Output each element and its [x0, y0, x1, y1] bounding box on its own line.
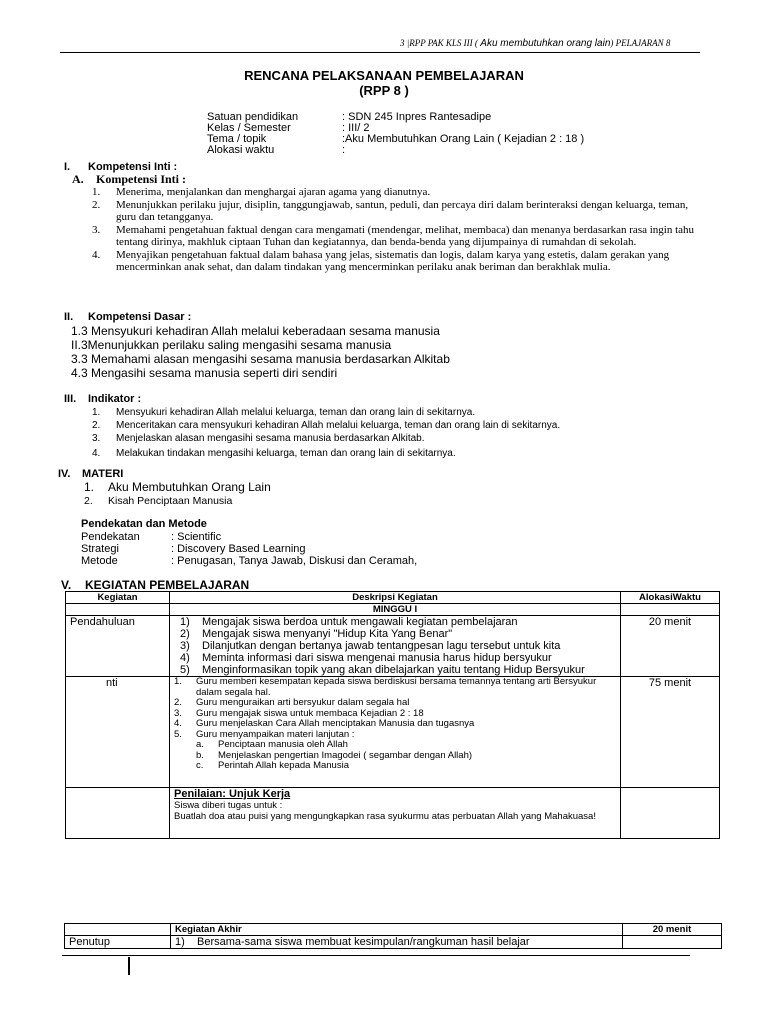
pendekatan-row [81, 543, 417, 555]
item-text: Guru mengajak siswa untuk membaca Kejadian 2 : 18 [196, 707, 424, 719]
header-kegiatan: Kegiatan [66, 592, 170, 604]
item-number: 2. [174, 697, 182, 708]
table-row [66, 616, 720, 677]
kegiatan-table [65, 591, 720, 839]
empty-cell [623, 936, 722, 949]
meta-value: : SDN 245 Inpres Rantesadipe [342, 111, 492, 123]
section-title: Kompetensi Inti : [88, 161, 178, 173]
section-title: MATERI [82, 468, 124, 480]
pendekatan-row [81, 531, 417, 543]
penutup-desc [171, 936, 623, 949]
item-text: Menyajikan pengetahuan faktual dalam bahasa yang jelas, sistematis dan logis, dalam karya yang estetis, dalam gerakan yang mencerminkan anak sehat, dan dalam tindakan yang mencerminkan perilaku anak beriman dan berakhlak mulia. [116, 249, 670, 273]
pendahuluan-list [174, 616, 616, 676]
table-row [66, 604, 720, 616]
item-number: 1. [92, 407, 101, 418]
list-item [92, 199, 702, 223]
item-text: Melakukan tindakan mengasihi keluarga, teman dan orang lain di sekitarnya. [116, 448, 456, 459]
penilaian-title: Penilaian: Unjuk Kerja [174, 788, 291, 800]
pendekatan-block [81, 531, 417, 567]
empty-cell [66, 788, 170, 839]
item-text: Mensyukuri kehadiran Allah melalui keluarga, teman dan orang lain di sekitarnya. [116, 407, 476, 418]
item-text: Perintah Allah kepada Manusia [218, 760, 349, 771]
kompetensi-inti-list [92, 186, 702, 274]
item-text: Aku Membutuhkan Orang Lain [108, 480, 271, 494]
penutup-list [175, 936, 618, 948]
meta-key: Alokasi waktu [207, 144, 275, 156]
list-item [174, 719, 616, 730]
penilaian-line-2: Buatlah doa atau puisi yang mengungkapkan rasa syukurmu atas perbuatan Allah yang Mahakuasa! [174, 811, 596, 822]
item-text: Meminta informasi dari siswa mengenai manusia harus hidup bersyukur [202, 652, 552, 664]
row-value: : Scientific [171, 531, 222, 543]
list-item [180, 652, 616, 664]
list-item [92, 447, 560, 460]
kegiatan-penutup: Penutup [65, 936, 171, 949]
item-text: Menceritakan cara mensyukuri kehadiran Allah melalui keluarga, teman dan orang lain di sekitarnya. [116, 420, 561, 431]
item-number: 4. [92, 448, 101, 459]
list-item [174, 698, 616, 709]
section-number: IV. [58, 468, 71, 480]
list-item [92, 432, 560, 445]
item-number: 4. [92, 249, 101, 261]
list-item [92, 186, 702, 198]
item-text: Kisah Penciptaan Manusia [108, 495, 233, 507]
list-item: 4.3 Mengasihi sesama manusia seperti diri sendiri [71, 366, 338, 380]
row-key: Pendekatan [81, 531, 140, 543]
list-item [92, 224, 702, 248]
item-text: Mengajak siswa berdoa untuk mengawali kegiatan pembelajaran [202, 616, 518, 628]
header-suffix: ) PELAJARAN 8 [610, 38, 671, 48]
penilaian-line-1: Siswa diberi tugas untuk : [174, 800, 283, 811]
section-heading-5 [61, 578, 249, 592]
item-text: Menginformasikan topik yang akan dibelajarkan yaitu tentang Hidup Bersyukur [202, 664, 585, 676]
item-number: 3. [174, 707, 182, 719]
margin-mark [128, 957, 130, 975]
indikator-list [92, 406, 560, 460]
item-text: Menerima, menjalankan dan menghargai ajaran agama yang dianutnya. [116, 186, 431, 198]
item-number: 4. [174, 718, 182, 729]
kompetensi-dasar-list [71, 324, 450, 380]
list-item [84, 480, 271, 495]
section-number: I. [64, 161, 71, 173]
item-number: 4) [180, 652, 190, 664]
section-heading-4 [58, 468, 123, 480]
item-number: 3) [180, 640, 190, 652]
item-number: a. [196, 739, 204, 750]
list-item: 3.3 Memahami alasan mengasihi sesama manusia berdasarkan Alkitab [71, 352, 450, 366]
section-number: A. [72, 172, 84, 186]
list-item [180, 616, 616, 628]
item-text: Dilanjutkan dengan bertanya jawab tentangpesan lagu tersebut untuk kita [202, 640, 561, 652]
item-text: Menjelaskan pengertian Imagodei ( segambar dengan Allah) [218, 749, 473, 761]
section-title: Kompetensi Inti : [96, 172, 186, 186]
item-number: 2. [84, 495, 93, 507]
title-line-2: (RPP 8 ) [359, 83, 409, 98]
item-text: Memahami pengetahuan faktual dengan cara mengamati (mendengar, melihat, membaca) dan menanya berdasarkan rasa ingin tahu tentang dirinya, makhluk ciptaan Tuhan dan kegiatannya, dan benda-benda yang dijumpainya di rumahdan di sekolah. [116, 224, 695, 248]
item-text: Menunjukkan perilaku jujur, disiplin, tanggungjawab, santun, peduli, dan percaya diri dalam berinteraksi dengan keluarga, teman, guru dan tetangganya. [116, 199, 689, 223]
inti-desc [170, 677, 621, 788]
item-number: 3. [92, 224, 101, 236]
meta-value: :Aku Membutuhkan Orang Lain ( Kejadian 2 : 18 ) [342, 133, 585, 145]
list-item [92, 249, 702, 273]
week-label: MINGGU I [170, 604, 621, 616]
header-title: Aku membutuhkan orang lain [477, 38, 611, 49]
table-row [65, 936, 722, 949]
item-number: 1. [84, 480, 95, 494]
table-row [66, 788, 720, 839]
item-number: 1) [175, 936, 185, 948]
row-value: : Penugasan, Tanya Jawab, Diskusi dan Ceramah, [171, 555, 418, 567]
akhir-time: 20 menit [623, 924, 722, 936]
meta-key: Satuan pendidikan [207, 111, 299, 123]
meta-row [207, 145, 584, 156]
item-number: 2. [92, 420, 101, 431]
pendekatan-row [81, 555, 417, 567]
item-number: 3. [92, 433, 101, 444]
section-title: Kompetensi Dasar : [88, 311, 192, 323]
section-heading-2 [64, 311, 191, 323]
item-number: 1. [92, 186, 101, 198]
header-alokasi: AlokasiWaktu [621, 592, 720, 604]
list-item [180, 664, 616, 676]
item-text: Menjelaskan alasan mengasihi sesama manusia berdasarkan Alkitab. [116, 433, 425, 444]
table-header-row [65, 924, 722, 936]
header-divider [60, 52, 700, 53]
list-item [175, 936, 618, 948]
item-text: Guru menguraikan arti bersyukur dalam segala hal [196, 697, 410, 708]
header-kegiatan-akhir: Kegiatan Akhir [171, 924, 623, 936]
section-title: KEGIATAN PEMBELAJARAN [85, 578, 250, 592]
list-item [92, 406, 560, 419]
item-number: 5) [180, 664, 190, 676]
document-title [0, 68, 768, 98]
list-item [174, 677, 616, 698]
inti-list [174, 677, 616, 772]
title-line-1: RENCANA PELAKSANAAN PEMBELAJARAN [244, 68, 524, 83]
inti-time: 75 menit [621, 677, 720, 788]
bottom-divider [62, 955, 690, 956]
header-prefix: 3 |RPP PAK KLS III ( [400, 38, 478, 48]
meta-key: Tema / topik [207, 133, 267, 145]
materi-list [84, 480, 271, 508]
item-text: Penciptaan manusia oleh Allah [218, 739, 348, 750]
item-text: Guru memberi kesempatan kepada siswa berdiskusi bersama temannya tentang arti Bersyukur dalam segala hal. [196, 676, 597, 698]
empty-cell [65, 924, 171, 936]
pendahuluan-desc [170, 616, 621, 677]
empty-cell [66, 604, 170, 616]
identity-block [207, 112, 584, 156]
item-number: 2. [92, 199, 101, 211]
item-number: 1. [174, 676, 182, 687]
item-number: 1) [180, 616, 190, 628]
sub-item [174, 740, 616, 751]
list-item [92, 419, 560, 432]
meta-value: : [342, 144, 346, 156]
section-number: V. [61, 578, 72, 592]
item-number: c. [196, 760, 204, 771]
item-number: 5. [174, 728, 182, 740]
item-number: 2) [180, 628, 190, 640]
section-number: II. [64, 311, 74, 323]
list-item: II.3Menunjukkan perilaku saling mengasihi sesama manusia [71, 338, 392, 352]
empty-cell [621, 788, 720, 839]
empty-cell [621, 604, 720, 616]
item-text: Bersama-sama siswa membuat kesimpulan/rangkuman hasil belajar [197, 936, 530, 948]
row-key: Metode [81, 555, 118, 567]
section-title: Indikator : [88, 393, 142, 405]
item-text: Guru menjelaskan Cara Allah menciptakan Manusia dan tugasnya [196, 718, 475, 729]
pendahuluan-time: 20 menit [621, 616, 720, 677]
item-text: Mengajak siswa menyanyi "Hidup Kita Yang Benar" [202, 628, 453, 640]
kegiatan-pendahuluan: Pendahuluan [66, 616, 170, 677]
row-key: Strategi [81, 543, 119, 555]
kegiatan-inti: nti [66, 677, 170, 788]
penilaian-cell [170, 788, 621, 839]
section-heading-1a [72, 172, 186, 187]
table-header-row [66, 592, 720, 604]
meta-key: Kelas / Semester [207, 122, 291, 134]
item-number: b. [196, 749, 204, 761]
list-item [180, 640, 616, 652]
kegiatan-akhir-table [64, 923, 722, 949]
list-item [180, 628, 616, 640]
running-header [400, 38, 720, 49]
pendekatan-heading: Pendekatan dan Metode [81, 518, 207, 530]
section-number: III. [64, 393, 77, 405]
item-text: Guru menyampaikan materi lanjutan : [196, 728, 355, 740]
meta-value: : III/ 2 [342, 122, 370, 134]
list-item [84, 495, 271, 508]
table-row [66, 677, 720, 788]
section-heading-3 [64, 393, 141, 405]
sub-item [174, 761, 616, 772]
row-value: : Discovery Based Learning [171, 543, 306, 555]
list-item: 1.3 Mensyukuri kehadiran Allah melalui keberadaan sesama manusia [71, 324, 440, 338]
header-deskripsi: Deskripsi Kegiatan [170, 592, 621, 604]
